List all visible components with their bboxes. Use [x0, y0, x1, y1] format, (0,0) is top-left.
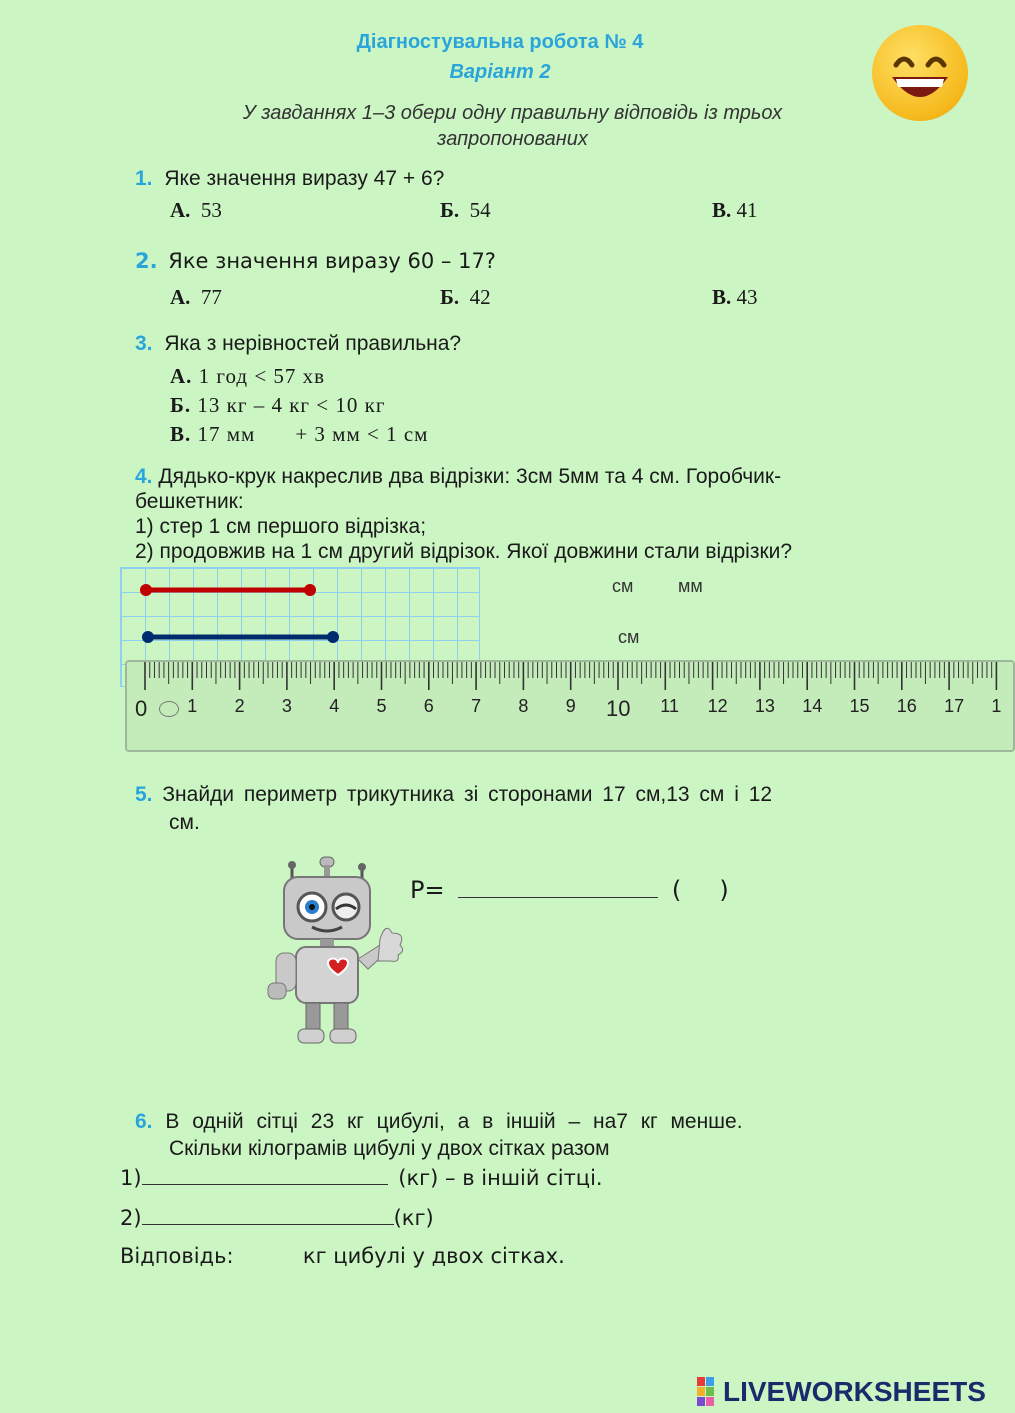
- page-title: Діагностувальна робота № 4: [356, 31, 644, 53]
- question-3: 3. Яка з нерівностей правильна?: [135, 332, 462, 355]
- q1-option-b[interactable]: Б. 54: [440, 198, 491, 222]
- smiley-icon: [872, 25, 968, 121]
- liveworksheets-logo: LIVEWORKSHEETS: [697, 1376, 986, 1408]
- ruler-label: 17: [944, 696, 965, 716]
- ruler-label: 10: [606, 696, 631, 721]
- q2-option-b[interactable]: Б. 42: [440, 285, 491, 309]
- segment-blue-start: [142, 631, 154, 643]
- ruler-label: 11: [660, 696, 679, 716]
- q2-option-c[interactable]: В. 43: [712, 285, 758, 309]
- q1-option-c[interactable]: В. 41: [712, 198, 758, 222]
- q3-option-c[interactable]: В. 17 мм + 3 мм < 1 см: [170, 422, 429, 446]
- q3-option-a[interactable]: А. 1 год < 57 хв: [170, 364, 326, 388]
- step-2-input[interactable]: [142, 1224, 394, 1225]
- ruler-label: 6: [423, 696, 434, 716]
- ruler-label: 4: [329, 696, 340, 716]
- question-1: 1. Яке значення виразу 47 + 6?: [135, 167, 445, 190]
- perimeter-input[interactable]: [458, 897, 658, 898]
- ruler-labels: [125, 696, 1000, 722]
- perimeter-answer: P= ( ): [410, 876, 729, 904]
- ruler-label: 13: [754, 696, 775, 716]
- question-5: 5. Знайди периметр трикутника зі сторонами 17 см,13 см і 12 см.: [135, 783, 773, 834]
- question-4: 4. Дядько-крук накреслив два відрізки: 3см 5мм та 4 см. Горобчик- бешкетник: 1) стер 1 см першого відрізка; 2) продовжив на 1 см другий відрізок. Якої довжини стали відрізки?: [135, 465, 793, 563]
- variant-label: Варіант 2: [449, 61, 551, 83]
- step-1-input[interactable]: [142, 1184, 388, 1185]
- step-2: 2) (кг): [120, 1206, 434, 1230]
- ruler-label: 1: [187, 696, 198, 716]
- unit-mm-1: мм: [678, 576, 703, 596]
- unit-cm-1: см: [612, 576, 634, 596]
- ruler-label: 3: [281, 696, 292, 716]
- ruler-label: 7: [471, 696, 482, 716]
- segment-red-start: [140, 584, 152, 596]
- question-6: 6. В одній сітці 23 кг цибулі, а в іншій – на7 кг менше. Скільки кілограмів цибулі у двох сітках разом: [135, 1110, 743, 1160]
- ruler-label: 0: [135, 696, 148, 721]
- robot-icon: [262, 855, 422, 1050]
- q3-option-b[interactable]: Б. 13 кг – 4 кг < 10 кг: [170, 393, 386, 417]
- ruler-label: 1: [991, 696, 1002, 716]
- segment-red-end: [304, 584, 316, 596]
- ruler-label: 16: [896, 696, 917, 716]
- ruler-label: 2: [234, 696, 245, 716]
- ruler-label: 8: [518, 696, 529, 716]
- perimeter-unit-input[interactable]: ( ): [671, 876, 729, 904]
- ruler-label: 12: [707, 696, 728, 716]
- segments: [120, 567, 480, 667]
- instruction: У завданнях 1–3 обери одну правильну відповідь із трьох запропонованих: [242, 102, 783, 150]
- step-1: 1) (кг) – в іншій сітці.: [120, 1166, 603, 1190]
- segment-blue-end: [327, 631, 339, 643]
- unit-cm-2: см: [618, 627, 640, 647]
- ruler-label: 9: [565, 696, 576, 716]
- ruler-hole: [159, 701, 179, 717]
- ruler-label: 15: [849, 696, 870, 716]
- ruler-label: 5: [376, 696, 387, 716]
- answer-line: Відповідь: кг цибулі у двох сітках.: [120, 1244, 565, 1268]
- ruler-label: 14: [802, 696, 823, 716]
- logo-icon: [697, 1377, 723, 1407]
- q1-option-a[interactable]: А. 53: [170, 198, 222, 222]
- question-2: 2. Яке значення виразу 60 – 17?: [135, 249, 496, 273]
- q2-option-a[interactable]: А. 77: [170, 285, 222, 309]
